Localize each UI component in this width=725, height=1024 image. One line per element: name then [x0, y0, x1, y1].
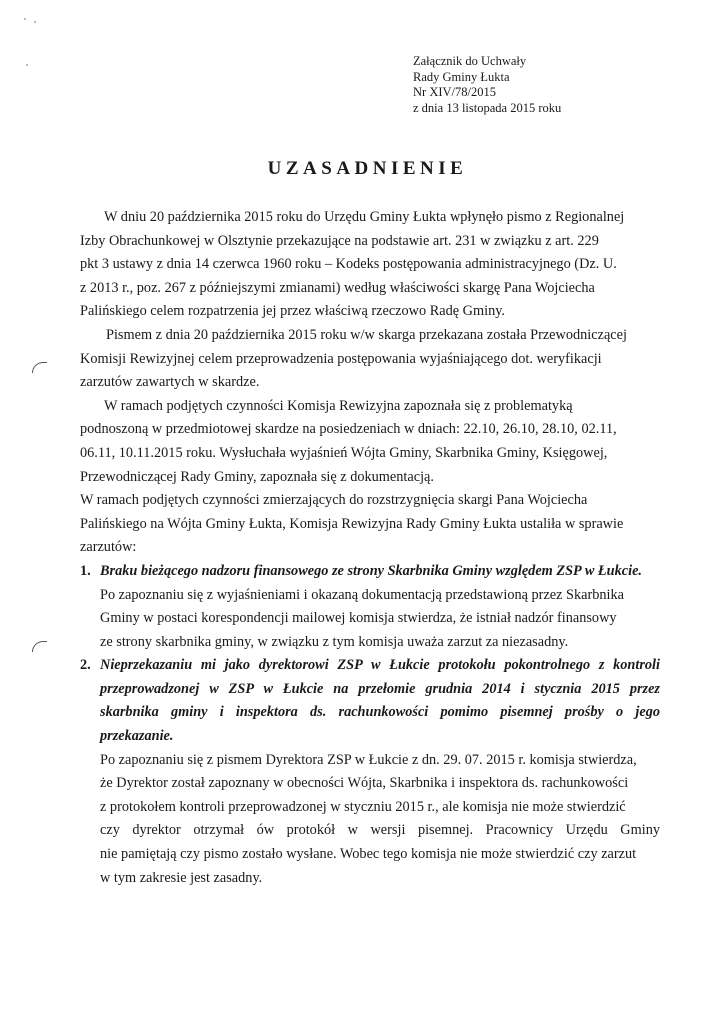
- document-body: [80, 206, 660, 890]
- header-line: Załącznik do Uchwały: [413, 54, 527, 68]
- text-line: Komisji Rewizyjnej celem przeprowadzenia postępowania wyjaśniającego dot. weryfikacji: [80, 350, 602, 367]
- text-line: pkt 3 ustawy z dnia 14 czerwca 1960 roku – Kodeks postępowania administracyjnego (Dz. U.: [80, 256, 617, 273]
- text-line: ze strony skarbnika gminy, w związku z tym komisja uważa zarzut za niezasadny.: [100, 633, 569, 650]
- charge-number: 1.: [80, 562, 91, 579]
- header-line: z dnia 13 listopada 2015 roku: [413, 100, 562, 115]
- punch-hole-mark: [32, 641, 47, 652]
- punch-hole-mark: [32, 362, 47, 373]
- text-line: W ramach podjętych czynności Komisja Rewizyjna zapoznała się z problematyką: [104, 397, 573, 414]
- charge-heading: [98, 654, 660, 748]
- heading-line: Nieprzekazaniu mi jako dyrektorowi ZSP w Łukcie protokołu pokontrolnego z kontroli: [100, 657, 660, 674]
- header-line: Rady Gminy Łukta: [413, 69, 510, 84]
- heading-line: przekazanie.: [100, 728, 174, 745]
- text-line: podnoszoną w przedmiotowej skardze na posiedzeniach w dniach: 22.10, 26.10, 28.10, 02.11,: [80, 421, 617, 438]
- text-line: zarzutów zawartych w skardze.: [80, 374, 260, 391]
- paragraph-findings: [80, 489, 660, 560]
- scan-speck: [24, 18, 26, 20]
- charge-heading: Braku bieżącego nadzoru finansowego ze strony Skarbnika Gminy względem ZSP w Łukcie.: [100, 562, 643, 579]
- text-line: 06.11, 10.11.2015 roku. Wysłuchała wyjaśnień Wójta Gminy, Skarbnika Gminy, Księgowej,: [80, 444, 608, 461]
- heading-line: przeprowadzonej w ZSP w Łukcie na przełomie grudnia 2014 i stycznia 2015 przez: [100, 680, 660, 697]
- text-line: W ramach podjętych czynności zmierzających do rozstrzygnięcia skargi Pana Wojciecha: [80, 492, 588, 509]
- text-line: w tym zakresie jest zasadny.: [100, 869, 263, 886]
- attachment-header: [413, 54, 561, 116]
- heading-line: skarbnika gminy i inspektora ds. rachunkowości pomimo pisemnej prośby o jego: [100, 704, 660, 721]
- text-line: Palińskiego na Wójta Gminy Łukta, Komisja Rewizyjna Rady Gminy Łukta ustaliła w sprawie: [80, 515, 624, 532]
- charge-number: 2.: [80, 657, 91, 674]
- paragraph-referral: [80, 324, 660, 395]
- text-line: Po zapoznaniu się z pismem Dyrektora ZSP w Łukcie z dn. 29. 07. 2015 r. komisja stwierdza,: [100, 751, 637, 768]
- text-line: W dniu 20 października 2015 roku do Urzędu Gminy Łukta wpłynęło pismo z Regionalnej: [104, 209, 625, 225]
- text-line: zarzutów:: [80, 539, 137, 556]
- text-line: Izby Obrachunkowej w Olsztynie przekazujące na podstawie art. 231 w związku z art. 229: [80, 232, 599, 249]
- document-title: UZASADNIENIE: [267, 158, 468, 179]
- paragraph-proceedings: [80, 395, 660, 489]
- text-line: Po zapoznaniu się z wyjaśnieniami i okazaną dokumentacją przedstawioną przez Skarbnika: [100, 586, 625, 603]
- text-line: że Dyrektor został zapoznany w obecności Wójta, Skarbnika i inspektora ds. rachunkowości: [100, 775, 629, 792]
- scan-speck: [26, 64, 28, 66]
- text-line: nie pamiętają czy pismo zostało wysłane. Wobec tego komisja nie może stwierdzić czy zarzut: [100, 846, 637, 863]
- header-line: Nr XIV/78/2015: [413, 85, 496, 99]
- text-line: z protokołem kontroli przeprowadzonej w styczniu 2015 r., ale komisja nie może stwierdzić: [100, 798, 626, 815]
- charge-item: [80, 654, 660, 890]
- paragraph-intro: [80, 206, 660, 324]
- text-line: z 2013 r., poz. 267 z późniejszymi zmianami) według właściwości skargę Pana Wojciecha: [80, 279, 595, 296]
- charge-response: [98, 749, 660, 891]
- text-line: Gminy w postaci korespondencji mailowej komisja stwierdza, że istniał nadzór finansowy: [100, 610, 617, 627]
- text-line: czy dyrektor otrzymał ów protokół w wersji pisemnej. Pracownicy Urzędu Gminy: [100, 822, 660, 839]
- charge-item: [80, 560, 660, 654]
- text-line: Przewodniczącej Rady Gminy, zapoznała się z dokumentacją.: [80, 468, 434, 485]
- charge-response: [98, 584, 660, 655]
- text-line: Palińskiego celem rozpatrzenia jej przez właściwą rzeczowo Radę Gminy.: [80, 303, 506, 320]
- text-line: Pismem z dnia 20 października 2015 roku w/w skarga przekazana została Przewodniczącej: [106, 326, 627, 343]
- scan-speck: [34, 21, 36, 23]
